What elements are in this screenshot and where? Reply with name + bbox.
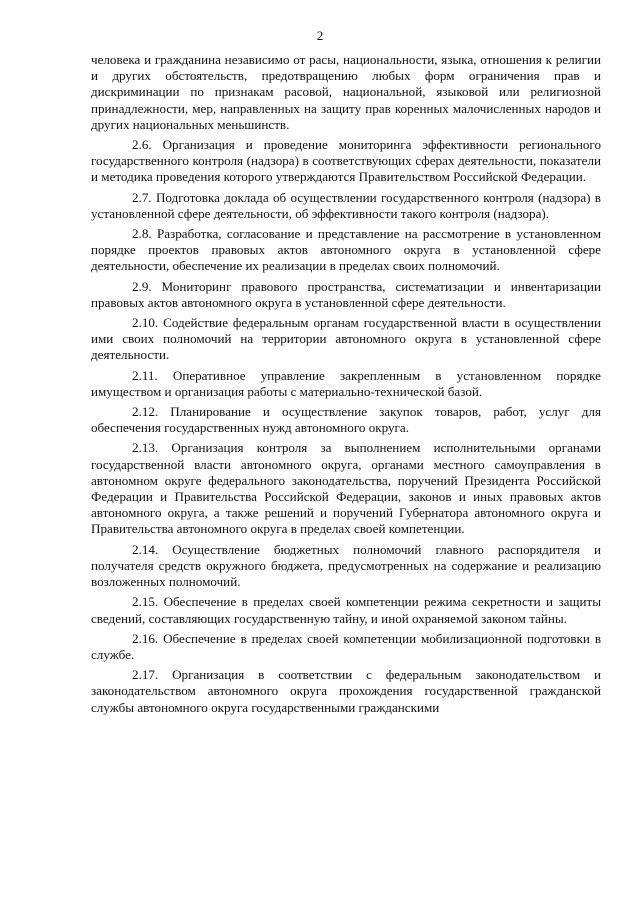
document-body <box>91 52 601 720</box>
clause-2-7: 2.7. Подготовка доклада об осуществлении государственного контроля (надзора) в установленной сфере деятельности, об эффективности такого контроля (надзора). <box>91 189 601 221</box>
clause-2-12: 2.12. Планирование и осуществление закупок товаров, работ, услуг для обеспечения государственных нужд автономного округа. <box>91 404 601 436</box>
clause-2-9: 2.9. Мониторинг правового пространства, систематизации и инвентаризации правовых актов автономного округа в установленной сфере деятельности. <box>91 278 601 310</box>
page-number: 2 <box>316 28 324 43</box>
clause-2-6: 2.6. Организация и проведение мониторинга эффективности регионального государственного контроля (надзора) в соответствующих сферах деятельности, показатели и методика проведения которого утверждаются Правительством Российской Федерации. <box>91 137 601 185</box>
clause-2-14: 2.14. Осуществление бюджетных полномочий главного распорядителя и получателя средств окружного бюджета, предусмотренных на содержание и реализацию возложенных полномочий. <box>91 541 601 590</box>
clause-2-17: 2.17. Организация в соответствии с федеральным законодательством и законодательством автономного округа прохождения государственной гражданской службы автономного округа государственными гражданскими <box>91 667 601 715</box>
continued-paragraph: человека и гражданина независимо от расы, национальности, языка, отношения к религии и других обстоятельств, предотвращению любых форм ограничения прав и дискриминации по признакам расовой, национальной, языковой или религиозной принадлежности, мер, направленных на защиту прав коренных малочисленных народов и других национальных меньшинств. <box>91 52 601 132</box>
clause-2-8: 2.8. Разработка, согласование и представление на рассмотрение в установленном порядке проектов правовых актов автономного округа в установленной сфере деятельности, обеспечение их реализации в пределах своих полномочий. <box>91 226 601 274</box>
clause-2-11: 2.11. Оперативное управление закрепленным в установленном порядке имуществом и организация работы с материально-технической базой. <box>91 367 601 399</box>
clause-2-13: 2.13. Организация контроля за выполнением исполнительными органами государственной власти автономного округа, органами местного самоуправления в автономном округе федерального законодательства, поручений Президента Российской Федерации и Правительства Российской Федерации, законов и иных правовых актов автономного округа, а также решений и поручений Губернатора автономного округа и Правительства автономного округа в пределах своей компетенции. <box>91 440 601 537</box>
clause-2-16: 2.16. Обеспечение в пределах своей компетенции мобилизационной подготовки в службе. <box>91 630 601 662</box>
clause-2-10: 2.10. Содействие федеральным органам государственной власти в осуществлении ими своих полномочий на территории автономного округа в установленной сфере деятельности. <box>91 315 601 363</box>
clause-2-15: 2.15. Обеспечение в пределах своей компетенции режима секретности и защиты сведений, составляющих государственную тайну, и иной охраняемой законом тайны. <box>91 594 601 626</box>
